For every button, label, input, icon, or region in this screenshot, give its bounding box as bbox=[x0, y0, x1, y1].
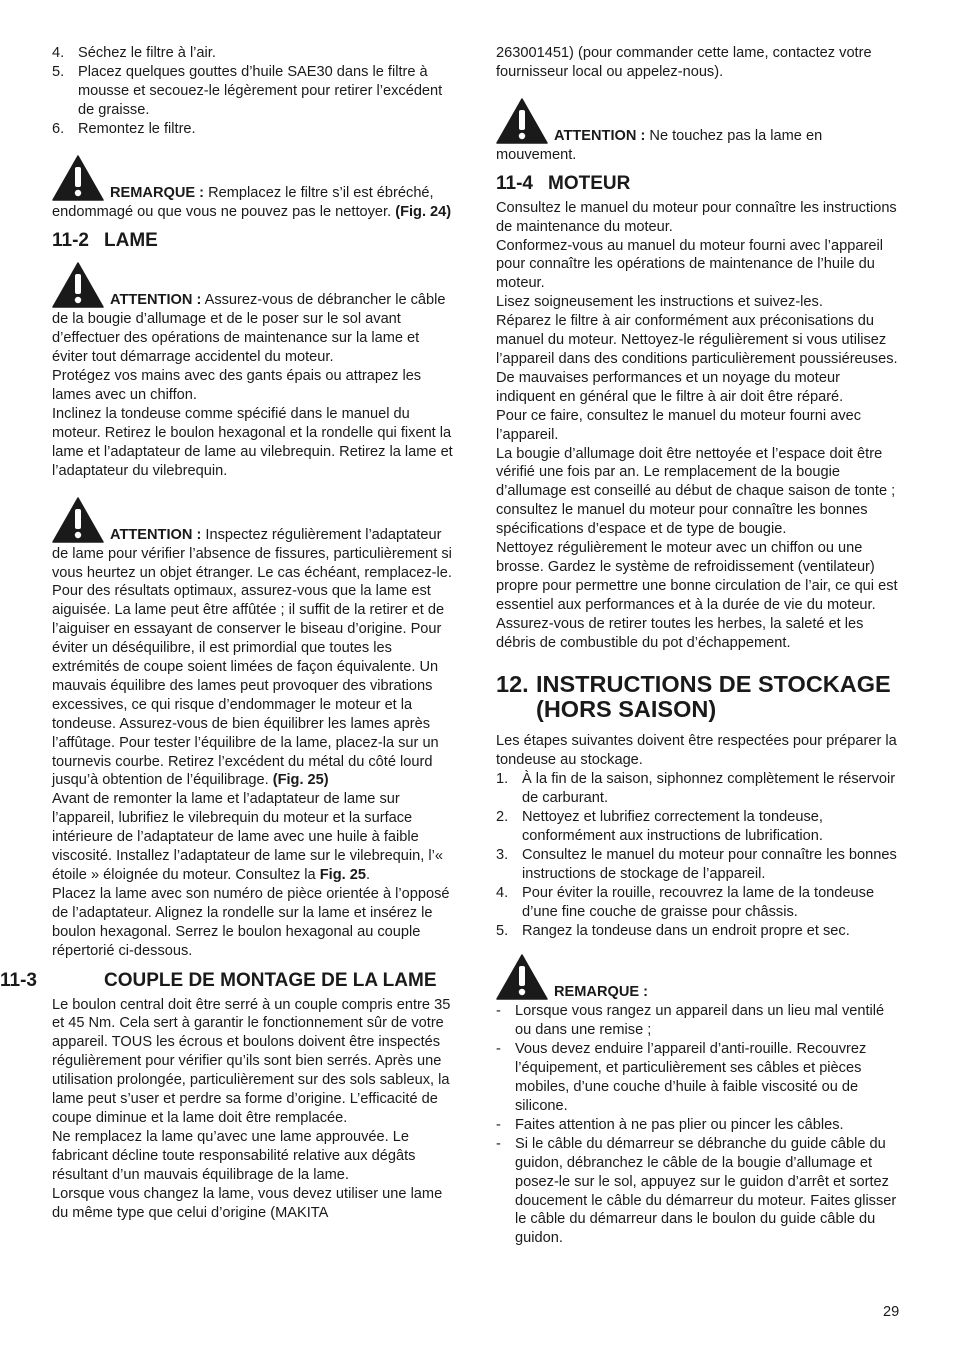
paragraph: Protégez vos mains avec des gants épais ou attrapez les lames avec un chiffon. bbox=[52, 368, 422, 404]
list-item: 1. À la fin de la saison, siphonnez complètement le réservoir de carburant. bbox=[496, 771, 896, 807]
list-item: - Lorsque vous rangez un appareil dans un lieu mal ventilé ou dans une remise ; bbox=[496, 1003, 885, 1039]
list-item: - Vous devez enduire l’appareil d’anti-rouille. Recouvrez l’équipement, et particulièrement ses câbles et pièces mobiles, d’une couche d’huile à faible viscosité ou de silicone. bbox=[496, 1041, 867, 1114]
paragraph: Les étapes suivantes doivent être respectées pour préparer la tondeuse au stockage. bbox=[496, 733, 897, 769]
paragraph: Pour des résultats optimaux, assurez-vous que la lame est aiguisée. La lame peut être affûtée ; il suffit de la retirer et de l’aiguiser en essayant de conserver le biseau d’origine. Pour éviter un déséquilibre, il est primordial que toutes les extrémités de coupe soient limées de façon équivalente. Un mauvais équilibre des lames peut provoquer des vibrations excessives, ce qui risque d’endommager le moteur et la tondeuse. Assurez-vous de bien équilibrer les lames après l’affûtage. Pour tester l’équilibre de la lame, placez-la sur un tournevis courbe. Retirez l’excédent du métal du côté lourd jusqu’à obtention de l’équilibrage. (Fig. 25) bbox=[52, 583, 445, 789]
lame-warning-1: ATTENTION : Assurez-vous de débrancher le câble de la bougie d’allumage et de le poser sur le sol avant d’effectuer des opérations de maintenance sur la lame et éviter tout démarrage accidentel du moteur. bbox=[52, 262, 456, 367]
left-content bbox=[0, 44, 456, 1222]
paragraph: Pour ce faire, consultez le manuel du moteur fourni avec l’appareil. bbox=[496, 407, 862, 443]
touch-warning: ATTENTION : Ne touchez pas la lame en mouvement. bbox=[496, 98, 902, 165]
section-heading-moteur: 11-4 MOTEUR bbox=[496, 172, 631, 194]
paragraph: Réparez le filtre à air conformément aux préconisations du manuel du moteur. Nettoyez-le régulièrement si vous utilisez l’appareil dans des conditions particulièrement poussiéreuses. De mauvaises performances et un noyage du moteur indiquent en général que le filtre à air doit être réparé. bbox=[496, 313, 898, 405]
filter-steps-list bbox=[52, 44, 456, 139]
paragraph: 263001451) (pour commander cette lame, contactez votre fournisseur local ou appelez-nous). bbox=[496, 45, 872, 80]
paragraph: Inclinez la tondeuse comme spécifié dans le manuel du moteur. Retirez le boulon hexagonal et la rondelle qui fixent la lame et l’adaptateur de lame au vilebrequin. Retirez la lame et l’adaptateur du vilebrequin. bbox=[52, 405, 453, 479]
paragraph: Lorsque vous changez la lame, vous devez utiliser une lame du même type que celui d’origine (MAKITA bbox=[52, 1185, 443, 1221]
lame-warning-2: ATTENTION : Inspectez régulièrement l’adaptateur de lame pour vérifier l’absence de fissures, particulièrement si vous heurtez un objet étranger. Le cas échéant, remplacez-le. bbox=[52, 497, 456, 583]
list-item: 3. Consultez le manuel du moteur pour connaître les bonnes instructions de stockage de l’appareil. bbox=[496, 846, 897, 882]
warning-triangle-icon bbox=[52, 262, 104, 308]
remark-label: REMARQUE : bbox=[110, 184, 205, 201]
warning-triangle-icon bbox=[496, 98, 548, 144]
list-item: 6. Remontez le filtre. bbox=[52, 120, 196, 137]
paragraph: Le boulon central doit être serré à un couple compris entre 35 et 45 Nm. Cela sert à garantir le fonctionnement sûr de votre appareil. TOUS les écrous et boulons doivent être inspectés régulièrement pour vérifier qu’ils sont bien serrés. Après une utilisation prolongée, particulièrement sur des sols sableux, la lame peut s’user et perdre sa forme d’origine. L’efficacité de coupe diminue et la lame doit être remplacée. bbox=[52, 996, 451, 1126]
list-item: 4. Pour éviter la rouille, recouvrez la lame de la tondeuse d’une fine couche de graisse pour châssis. bbox=[496, 884, 875, 920]
warning-triangle-icon bbox=[52, 497, 104, 543]
paragraph: Consultez le manuel du moteur pour connaître les instructions de maintenance du moteur. bbox=[496, 199, 897, 235]
list-item: 2. Nettoyez et lubrifiez correctement la tondeuse, conformément aux instructions de lubrification. bbox=[496, 809, 823, 844]
paragraph: Conformez-vous au manuel du moteur fourni avec l’appareil pour connaître les opérations de maintenance de l’huile du moteur. bbox=[496, 237, 883, 292]
paragraph: Ne remplacez la lame qu’avec une lame approuvée. Le fabricant décline toute responsabilité relative aux dégâts résultant d’un mauvais équilibrage de la lame. bbox=[52, 1128, 416, 1183]
section-heading-storage: 12. INSTRUCTIONS DE STOCKAGE (HORS SAISON) bbox=[496, 671, 891, 723]
section-heading-lame: 11-2 LAME bbox=[52, 230, 158, 252]
storage-remark: REMARQUE : bbox=[496, 954, 902, 1002]
list-item: - Faites attention à ne pas plier ou pincer les câbles. bbox=[496, 1116, 844, 1133]
page-number: 29 bbox=[883, 1304, 900, 1320]
filter-remark: REMARQUE : Remplacez le filtre s’il est ébréché, endommagé ou que vous ne pouvez pas le nettoyer. (Fig. 24) bbox=[52, 155, 456, 222]
section-heading-couple: 11-3 COUPLE DE MONTAGE DE LA LAME bbox=[0, 969, 437, 991]
paragraph: Nettoyez régulièrement le moteur avec un chiffon ou une brosse. Gardez le système de refroidissement (ventilateur) propre pour permettre une bonne circulation de l’air, ce qui est essentiel aux performances et à la durée de vie du moteur. Assurez-vous de retirer toutes les herbes, la saleté et les débris de combustible du pot d’échappement. bbox=[496, 540, 898, 651]
list-item: 5. Placez quelques gouttes d’huile SAE30 dans le filtre à mousse et secouez-le légèrement pour retirer l’excédent de graisse. bbox=[52, 63, 443, 118]
warning-triangle-icon bbox=[496, 954, 548, 1000]
right-content bbox=[496, 44, 902, 1248]
paragraph: Placez la lame avec son numéro de pièce orientée à l’opposé de l’adaptateur. Alignez la rondelle sur la lame et insérez le boulon hexagonal. Serrez le boulon hexagonal au couple répertorié ci-dessous. bbox=[52, 885, 450, 959]
warning-triangle-icon bbox=[52, 155, 104, 201]
paragraph: Lisez soigneusement les instructions et suivez-les. bbox=[496, 294, 823, 311]
paragraph: Avant de remonter la lame et l’adaptateur de lame sur l’appareil, lubrifiez le vilebrequin du moteur et la surface intérieure de l’adaptateur de lame avec une huile à faible viscosité. Installez l’adaptateur de lame sur le vilebrequin, l’« étoile » éloignée du moteur. Consultez la Fig. 25. bbox=[52, 791, 443, 883]
storage-steps-list bbox=[496, 770, 902, 940]
remark-list bbox=[496, 1002, 902, 1248]
list-item: 4. Séchez le filtre à l’air. bbox=[52, 45, 216, 61]
paragraph: La bougie d’allumage doit être nettoyée et l’espace doit être vérifié une fois par an. Le remplacement de la bougie d’allumage est conseillé au début de chaque saison de tonte ; consultez le manuel du moteur pour connaître les bonnes spécifications d’espace et de type de bougie. bbox=[496, 445, 896, 538]
list-item: 5. Rangez la tondeuse dans un endroit propre et sec. bbox=[496, 922, 850, 939]
list-item: - Si le câble du démarreur se débranche du guide câble du guidon, débranchez le câble de la bougie d’allumage et posez-le sur le sol, appuyez sur le guidon d’arrêt et sortez doucement le câble du démarreur du moteur. Faites glisser le câble du démarreur dans le boulon du guide câble du guidon. bbox=[496, 1135, 897, 1247]
